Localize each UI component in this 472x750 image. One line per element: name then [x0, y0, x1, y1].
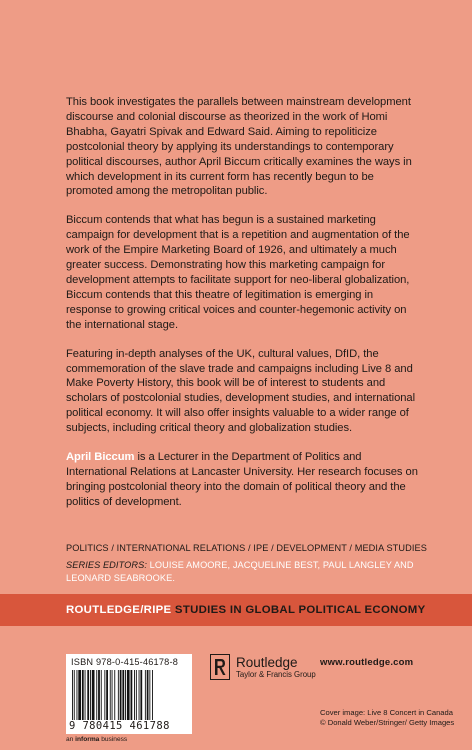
author-bio-text: is a Lecturer in the Department of Politics and International Relations at Lancaster University. Her research focuses on bringing postcolonial theory into the domain of political theory and the politics of development.: [66, 451, 418, 508]
cover-credit: [320, 708, 460, 728]
subject-categories: POLITICS / INTERNATIONAL RELATIONS / IPE / DEVELOPMENT / MEDIA STUDIES: [66, 543, 427, 553]
blurb: [66, 95, 418, 524]
series-band: [0, 594, 472, 626]
routledge-logo-icon: [210, 654, 230, 680]
author-bio: [66, 450, 418, 510]
cover-credit-line: © Donald Weber/Stringer/ Getty Images: [320, 718, 455, 727]
series-title: [0, 604, 426, 616]
informa-brand: informa: [75, 736, 100, 743]
publisher-website: www.routledge.com: [320, 657, 414, 668]
series-brand: ROUTLEDGE/RIPE: [66, 604, 172, 616]
informa-prefix: an: [66, 736, 76, 743]
series-editors: [66, 559, 416, 585]
informa-suffix: business: [99, 736, 128, 743]
publisher-name: Routledge: [236, 655, 298, 670]
blurb-paragraph: Featuring in-depth analyses of the UK, cultural values, DfID, the commemoration of the slave trade and campaigns including Live 8 and Make Poverty History, this book will be of interest to students and scholars of postcolonial studies, development studies, and international political economy. It will also offer insights valuable to a wider range of subjects, including critical theory and globalization studies.: [66, 347, 416, 435]
publisher: [210, 652, 316, 682]
barcode-digits: 9 780415 461788: [69, 720, 170, 732]
barcode-bars: [72, 670, 186, 720]
blurb-paragraph: Biccum contends that what has begun is a sustained marketing campaign for development that is a repetition and augmentation of the work of the Empire Marketing Board of 1926, and ultimately a much greater success. Demonstrating how this marketing campaign for development attempts to facilitate support for neo-liberal globalization, Biccum contends that this theatre of legitimation is emerging in response to growing critical voices and counter-hegemonic activity on the international stage.: [66, 214, 410, 331]
isbn: ISBN 978-0-415-46178-8: [71, 657, 179, 667]
series-name: STUDIES IN GLOBAL POLITICAL ECONOMY: [171, 604, 426, 616]
author-name: April Biccum: [66, 451, 135, 464]
cover-credit-line: Cover image: Live 8 Concert in Canada: [320, 708, 453, 717]
series-editors-names: LOUISE AMOORE, JACQUELINE BEST, PAUL LANGLEY AND LEONARD SEABROOKE.: [66, 560, 414, 583]
blurb-paragraph: This book investigates the parallels between mainstream development discourse and colonial discourse as theorized in the work of Homi Bhabha, Gayatri Spivak and Edward Said. Aiming to repoliticize postcolonial theory by applying its understandings to contemporary political discourses, author April Biccum critically examines the ways in which development in its current form has recently begun to be promoted among the metropolitan public.: [66, 96, 412, 198]
informa-business: [66, 736, 127, 743]
publisher-group: Taylor & Francis Group: [236, 670, 316, 679]
series-editors-label: SERIES EDITORS:: [66, 560, 147, 570]
barcode: [66, 654, 192, 734]
